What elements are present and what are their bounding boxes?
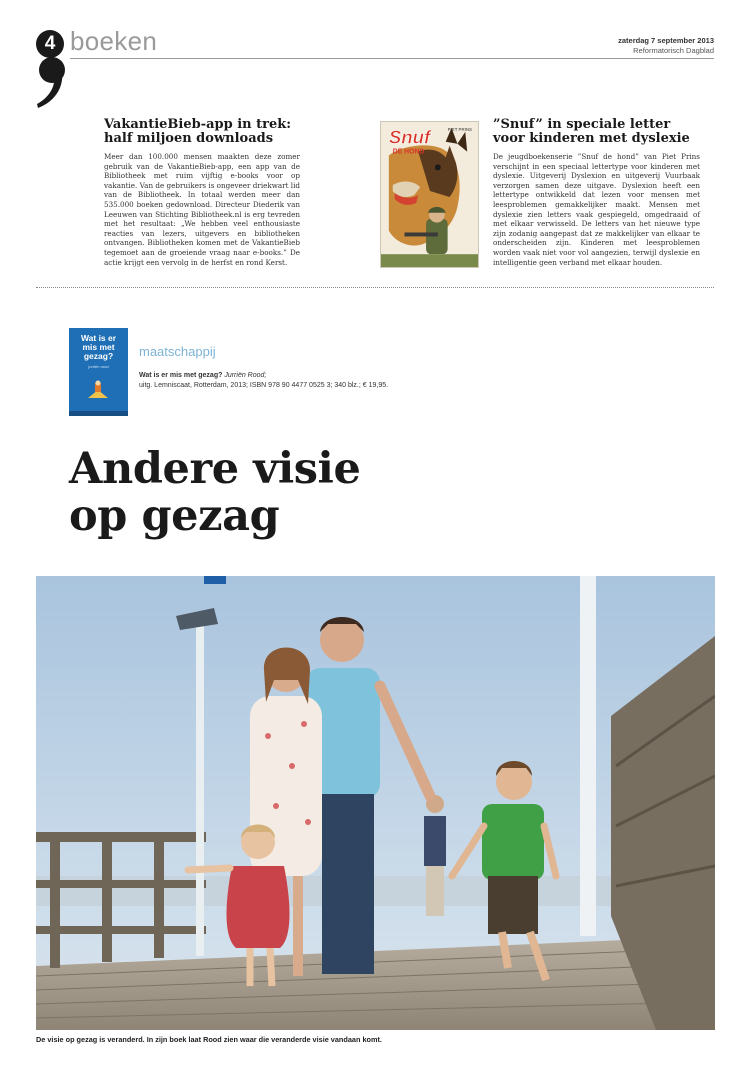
- snuf-cover-subtitle: DE HOND: [392, 148, 425, 156]
- header-divider: [70, 58, 714, 59]
- photo-caption: De visie op gezag is veranderd. In zijn boek laat Rood zien waar die veranderde visie vandaan komt.: [36, 1035, 382, 1044]
- section-title: boeken: [70, 26, 158, 56]
- review-headline: [69, 446, 360, 540]
- review-cover-title: Wat is er mis met gezag?: [80, 333, 117, 361]
- snuf-cover-author: PIET PRINS: [447, 126, 472, 132]
- book-info-line: [139, 372, 266, 379]
- page-number-badge: 4: [36, 30, 64, 58]
- cover-figure-icon: [86, 380, 110, 402]
- section-divider: [36, 287, 714, 288]
- snuf-body: De jeugdboekenserie ”Snuf de hond” van Piet Prins verschijnt in een speciaal lettertype voor kinderen met dyslexie. Uitgeverij Dyslexion en uitgeverij Vuurbaak verzorgen samen deze uitgave. Dyslexion heeft een lettertype ontwikkeld dat lezen voor mensen met leesproblemen gemakkelijker maakt. Mensen met dyslexie zien letters vaak gespiegeld, omgedraaid of met elkaar verwisseld. De letters van het nieuwe type zijn zodanig aangepast dat ze makkelijker van elkaar te onderscheiden zijn. Kinderen met leesproblemen worden vaak niet voor vol aangezien, terwijl dyslexie en intelligentie geen verband met elkaar houden.: [493, 152, 700, 267]
- review-cover-author: jurriën rood: [88, 364, 109, 369]
- comma-logo-icon: [34, 56, 68, 108]
- issue-date: zaterdag 7 september 2013: [618, 36, 714, 45]
- newspaper-name: Reformatorisch Dagblad: [633, 46, 714, 55]
- cover-bottom-band: [69, 411, 128, 416]
- vakantiebieb-body: Meer dan 100.000 mensen maakten deze zomer gebruik van de VakantieBieb-app, een app van de Bibliotheek met ruim vijftig e-books voor op vakantie. Van de gebruikers is ongeveer driekwart lid van de Bibliotheek. In totaal werden meer dan 535.000 boeken gedownload. Directeur Diederik van Leeuwen van Stichting Bibliotheek.nl is erg tevreden met het resultaat: „We hebben veel enthousiaste reacties van lezers, uitgevers en bibliotheken ontvangen. Bibliotheken komen met de VakantieBieb tegemoet aan de groeiende vraag naar e-books.” De actie krijgt een vervolg in de herfst en rond Kerst.: [104, 152, 300, 267]
- review-rubric: maatschappij: [139, 344, 216, 359]
- snuf-book-cover: [380, 121, 479, 268]
- family-on-pier-photo: [36, 576, 715, 1030]
- headline-line-2: op gezag: [69, 491, 280, 541]
- book-details: uitg. Lemniscaat, Rotterdam, 2013; ISBN 978 90 4477 0525 3; 340 blz.; € 19,95.: [139, 382, 389, 389]
- review-book-cover: [69, 328, 128, 416]
- snuf-cover-title: Snuf: [388, 126, 431, 148]
- headline-line-1: Andere visie: [69, 444, 361, 494]
- book-title: Wat is er mis met gezag?: [139, 372, 223, 379]
- vakantiebieb-title: VakantieBieb-app in trek: half miljoen downloads: [104, 117, 292, 146]
- book-author: Jurriën Rood;: [224, 372, 267, 379]
- snuf-title: ”Snuf” in speciale letter voor kinderen met dyslexie: [493, 117, 690, 146]
